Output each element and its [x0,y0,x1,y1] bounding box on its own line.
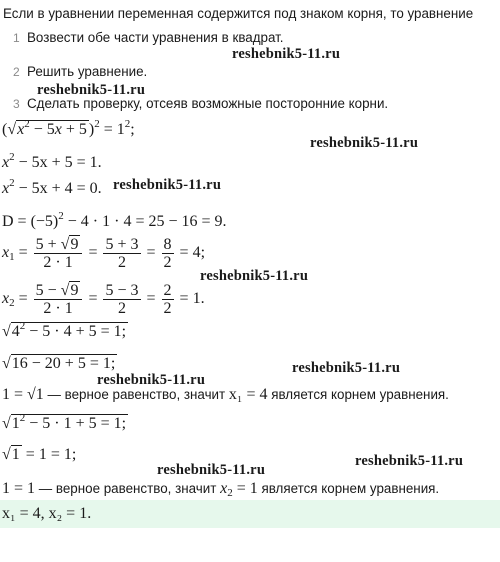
check-x1: $√4^2 - 5 \cdot 4 + 5 = 1$; [2,320,127,340]
equation-squared: ($√x^2 - 5x + 5$ )$^2 = 1^2$; [2,118,135,138]
watermark: reshebnik5-11.ru [37,82,146,98]
step-text: Сделать проверку, отсеяв возможные посторонние корни. [27,96,389,111]
step-number: 2 [13,65,20,79]
watermark: reshebnik5-11.ru [232,46,341,62]
equation-line: $x^2 - 5x + 5 = 1$. [2,151,102,171]
verdict-x2: 1 = 1 — верное равенство, значит $x_2 = 1$ является корнем уравнения. [2,480,440,499]
root-x2: $x_2$ = $\frac{5 - √9}{2 \cdot 1}$ = $\frac{5 - 3}{2}$ = $\frac{2}{2}$ = 1. [2,282,205,317]
watermark: reshebnik5-11.ru [355,453,464,469]
watermark: reshebnik5-11.ru [200,268,309,284]
check-x2: $√1^2 - 5 \cdot 1 + 5 = 1$; [2,412,127,432]
watermark: reshebnik5-11.ru [292,360,401,376]
step-text: Решить уравнение. [27,64,148,79]
check-x2-simplified: √1 = 1 = 1; [2,446,77,463]
verdict-x1: 1 = √1 — верное равенство, значит x₁ = 4 является корнем уравнения. [2,386,449,403]
discriminant: $D = (-5)^2 - 4 \cdot 1 \cdot 4 = 25 - 16 = 9$. [2,210,227,230]
intro-text: Если в уравнении переменная содержится под знаком корня, то уравнение [3,6,474,21]
step-number: 3 [13,97,20,111]
answer-text: x₁ = 4, x₂ = 1. [2,505,92,522]
watermark: reshebnik5-11.ru [97,372,206,388]
watermark: reshebnik5-11.ru [113,177,222,193]
equation-line: $x^2 - 5x + 4 = 0$. [2,177,102,197]
step-text: Возвести обе части уравнения в квадрат. [27,30,284,45]
watermark: reshebnik5-11.ru [310,135,419,151]
watermark: reshebnik5-11.ru [157,462,266,478]
root-x1: $x_1$ = $\frac{5 + √9}{2 \cdot 1}$ = $\frac{5 + 3}{2}$ = $\frac{8}{2}$ = 4; [2,236,206,271]
check-x1-simplified: √16 − 20 + 5 = 1; [2,355,116,372]
answer-box [0,500,500,528]
step-number: 1 [13,31,20,45]
